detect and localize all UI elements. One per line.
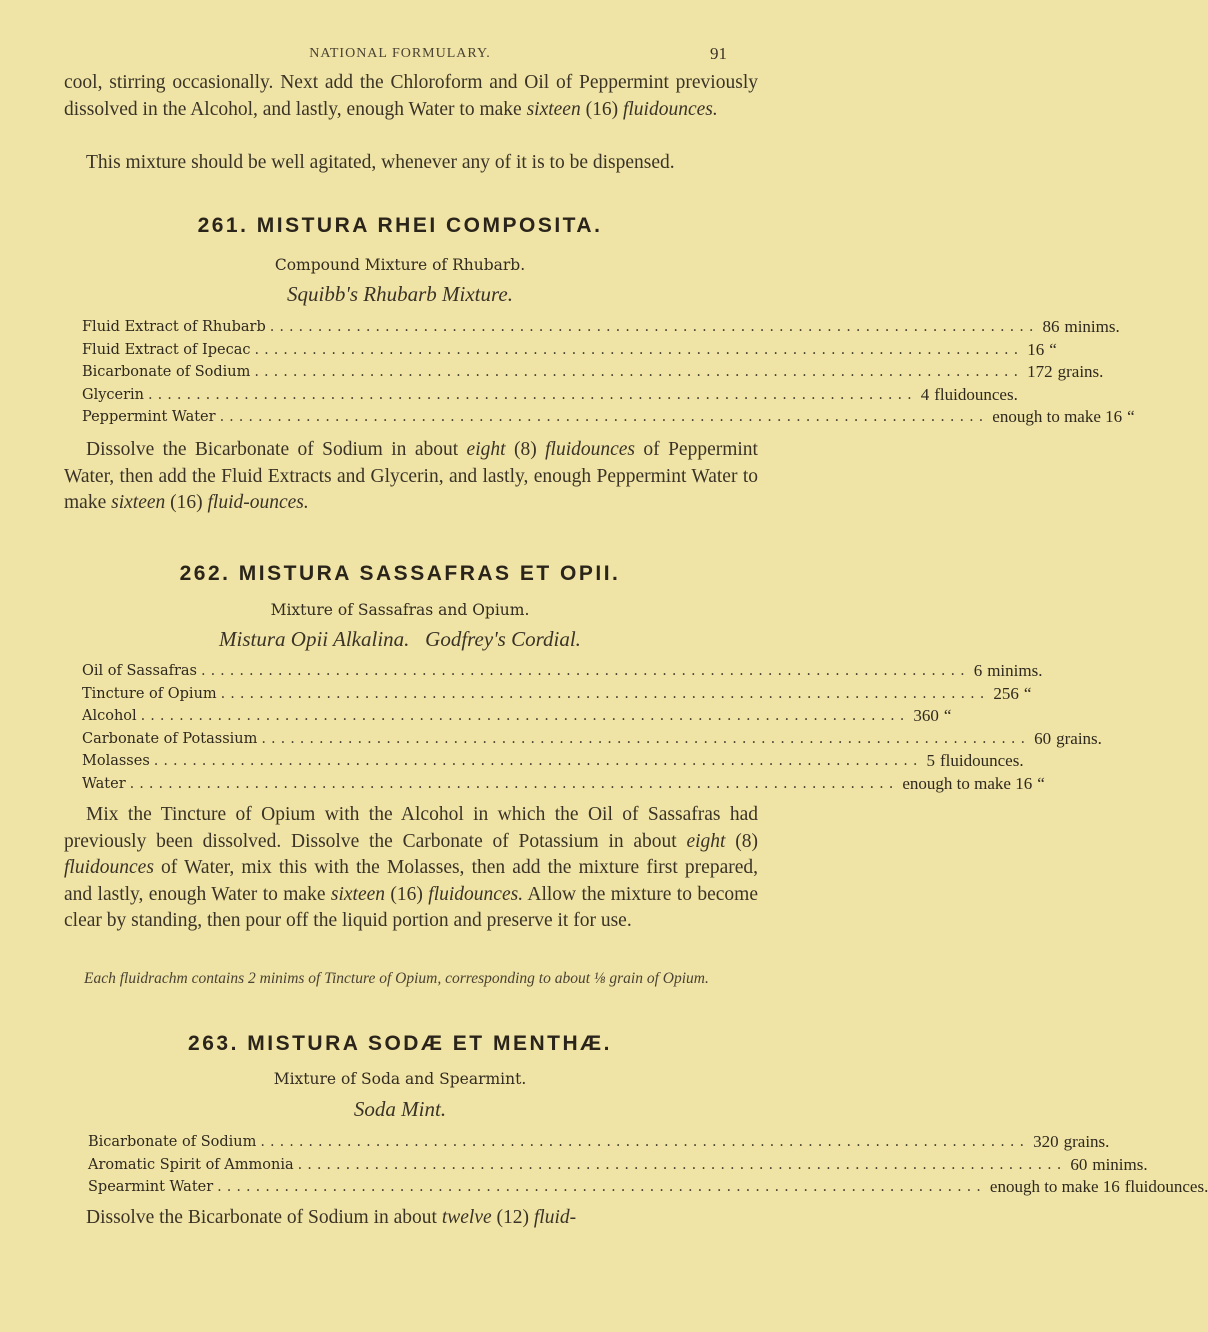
ingredient-amount: 60 bbox=[1070, 1154, 1088, 1174]
ingredient-amount: 320 bbox=[1033, 1132, 1059, 1151]
ingredient-unit: grains. bbox=[1057, 362, 1104, 382]
ingredient-name: Bicarbonate of Sodium bbox=[82, 364, 251, 381]
leader-dots: ................................................................................ bbox=[269, 319, 1039, 335]
ingredient-amount: 256 bbox=[993, 683, 1019, 703]
ingredient-list-262 bbox=[82, 660, 1102, 796]
ingredient-unit: fluidounces. bbox=[934, 384, 1018, 404]
ingredient-amount: 4 bbox=[920, 384, 930, 404]
ingredient-amount: 172 bbox=[1027, 362, 1053, 382]
leader-dots: ................................................................................ bbox=[217, 1179, 986, 1196]
leader-dots: ................................................................................ bbox=[148, 386, 917, 403]
section-subtitle-263: Mixture of Soda and Spearmint. bbox=[273, 1070, 527, 1088]
ingredient-unit: “ bbox=[1049, 339, 1057, 359]
ingredient-name: Bicarbonate of Sodium bbox=[88, 1134, 257, 1150]
leader-dots: ................................................................................ bbox=[219, 409, 989, 426]
running-title: NATIONAL FORMULARY. bbox=[309, 46, 491, 61]
directions-263: Dissolve the Bicarbonate of Sodium in about twelve (12) fluid- bbox=[86, 1207, 577, 1228]
ingredient-unit: “ bbox=[1023, 683, 1032, 703]
ingredient-name: Spearmint Water bbox=[88, 1179, 214, 1196]
leader-dots: ................................................................................ bbox=[254, 364, 1024, 381]
ingredient-name: Water bbox=[82, 775, 126, 792]
ingredient-row bbox=[82, 683, 1032, 706]
intro-paragraph-2: This mixture should be well agitated, whenever any of it is to be dispensed. bbox=[86, 152, 675, 173]
leader-dots: ................................................................................ bbox=[254, 341, 1024, 358]
ingredient-name: Peppermint Water bbox=[82, 409, 216, 426]
note-262: Each fluidrachm contains 2 minims of Tincture of Opium, corresponding to about ⅛ grain of Opium. bbox=[84, 970, 709, 987]
ingredient-unit: fluidounces. bbox=[1124, 1177, 1208, 1197]
section-subtitle-261: Compound Mixture of Rhubarb. bbox=[274, 256, 526, 274]
section-heading-261: 261. MISTURA RHEI COMPOSITA. bbox=[197, 214, 603, 237]
ingredient-name: Carbonate of Potassium bbox=[82, 730, 258, 747]
ingredient-unit: “ bbox=[1127, 407, 1135, 427]
ingredient-amount: 16 bbox=[1027, 339, 1045, 359]
ingredient-name: Aromatic Spirit of Ammonia bbox=[88, 1156, 294, 1173]
ingredient-row bbox=[82, 384, 1018, 407]
ingredient-unit: fluidounces. bbox=[940, 751, 1024, 771]
ingredient-name: Glycerin bbox=[82, 386, 145, 403]
leader-dots: ................................................................................ bbox=[261, 730, 1031, 747]
ingredient-list-263 bbox=[88, 1131, 1208, 1199]
ingredient-unit: minims. bbox=[1092, 1154, 1148, 1174]
leader-dots: ................................................................................ bbox=[129, 775, 899, 792]
ingredient-unit: grains. bbox=[1056, 728, 1102, 748]
section-heading-263: 263. MISTURA SODÆ ET MENTHÆ. bbox=[188, 1032, 612, 1055]
ingredient-unit: minims. bbox=[987, 661, 1043, 680]
ingredient-unit: “ bbox=[943, 706, 952, 726]
section-alt-name-263: Soda Mint. bbox=[353, 1097, 447, 1121]
leader-dots: ................................................................................ bbox=[260, 1134, 1030, 1150]
leader-dots: ................................................................................ bbox=[140, 708, 910, 725]
ingredient-unit: minims. bbox=[1064, 317, 1120, 336]
ingredient-unit: grains. bbox=[1063, 1132, 1110, 1151]
ingredient-list-261 bbox=[82, 316, 1135, 429]
ingredient-amount: enough to make 16 bbox=[902, 773, 1033, 793]
ingredient-name: Molasses bbox=[82, 753, 150, 770]
page-number: 91 bbox=[710, 44, 727, 63]
ingredient-row bbox=[82, 660, 1043, 683]
ingredient-row bbox=[82, 406, 1135, 429]
ingredient-unit: “ bbox=[1037, 773, 1045, 793]
leader-dots: ................................................................................ bbox=[297, 1156, 1067, 1173]
ingredient-amount: 360 bbox=[913, 706, 939, 726]
ingredient-row bbox=[82, 728, 1102, 751]
ingredient-amount: 60 bbox=[1034, 728, 1052, 748]
ingredient-name: Fluid Extract of Ipecac bbox=[82, 341, 251, 358]
section-alt-name-262: Mistura Opii Alkalina. Godfrey's Cordial. bbox=[219, 627, 581, 651]
section-alt-name-261: Squibb's Rhubarb Mixture. bbox=[287, 282, 513, 306]
leader-dots: ................................................................................ bbox=[220, 685, 990, 702]
leader-dots: ................................................................................ bbox=[200, 663, 970, 679]
ingredient-row bbox=[82, 316, 1120, 339]
section-heading-262: 262. MISTURA SASSAFRAS ET OPII. bbox=[179, 562, 621, 585]
section-subtitle-262: Mixture of Sassafras and Opium. bbox=[270, 601, 530, 619]
ingredient-amount: 86 bbox=[1042, 317, 1060, 336]
ingredient-name: Tincture of Opium bbox=[82, 685, 217, 702]
intro-paragraph: cool, stirring occasionally. Next add the Chloroform and Oil of Peppermint previously dissolved in the Alcohol, and lastly, enough Water to make sixteen (16) fluidounces. bbox=[64, 72, 758, 120]
ingredient-name: Fluid Extract of Rhubarb bbox=[82, 319, 266, 335]
ingredient-row bbox=[82, 705, 952, 728]
ingredient-amount: 6 bbox=[973, 661, 983, 680]
ingredient-row bbox=[82, 361, 1104, 384]
ingredient-amount: 5 bbox=[926, 751, 935, 771]
ingredient-row bbox=[88, 1176, 1208, 1199]
ingredient-name: Alcohol bbox=[82, 708, 137, 725]
ingredient-row bbox=[82, 339, 1057, 362]
ingredient-amount: enough to make 16 bbox=[992, 407, 1123, 427]
leader-dots: ................................................................................ bbox=[153, 753, 923, 770]
directions-261: Dissolve the Bicarbonate of Sodium in about eight (8) fluidounces of Peppermint Water, then add the Fluid Extracts and Glycerin, and lastly, enough Peppermint Water to make sixteen (16) fluid-ounces. bbox=[64, 439, 758, 513]
ingredient-row bbox=[82, 750, 1024, 773]
ingredient-amount: enough to make 16 bbox=[989, 1177, 1120, 1197]
ingredient-row bbox=[88, 1131, 1110, 1154]
ingredient-row bbox=[82, 773, 1045, 796]
ingredient-name: Oil of Sassafras bbox=[82, 663, 197, 679]
directions-262: Mix the Tincture of Opium with the Alcohol in which the Oil of Sassafras had previously been dissolved. Dissolve the Carbonate of Potassium in about eight (8) fluidounces of Water, mix this with the Molasses, then add the mixture first prepared, and lastly, enough Water to make sixteen (16) fluidounces. Allow the mixture to become clear by standing, then pour off the liquid portion and preserve it for use. bbox=[64, 804, 758, 931]
ingredient-row bbox=[88, 1154, 1148, 1177]
